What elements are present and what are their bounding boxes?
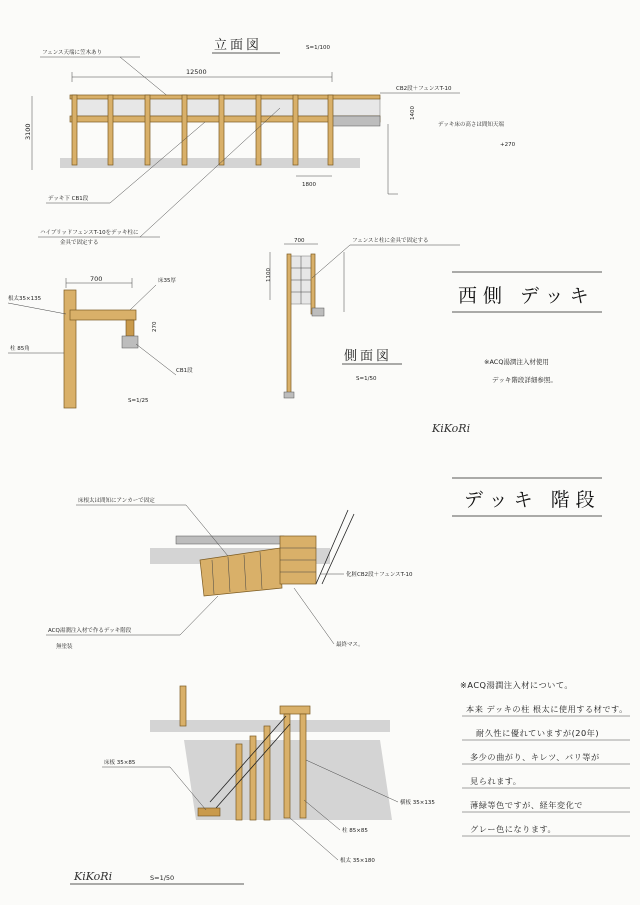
signature-2-block (70, 870, 244, 884)
elevation-cb-block (330, 116, 380, 126)
elevation-dim-deck-height: +270 (500, 142, 516, 148)
side-cb-block (312, 308, 324, 316)
elevation-label-deck-height: デッキ床の高さは間知天端 (438, 122, 504, 128)
acq-note-line-5: 見られます。 (470, 776, 522, 786)
acq-note-line-1: ※ACQ湯潤注入材について。 (460, 680, 574, 690)
west-deck-note-1: ※ACQ湯潤注入材使用 (484, 358, 549, 366)
detail-label-cb1: CB1段 (176, 368, 193, 374)
elevation-dim-width: 12500 (186, 68, 207, 76)
detail-joist (70, 310, 136, 320)
side-title: 側面図 (344, 349, 393, 364)
section-detail (8, 275, 193, 408)
detail-scale: S=1/25 (128, 398, 149, 404)
stairs-label-acq-stair: ACQ湯潤注入材で作るデッキ階段 (48, 628, 132, 634)
lower-label-joist: 根太 35×180 (340, 858, 375, 864)
acq-note-line-7: グレー色になります。 (470, 824, 557, 834)
stairs-label-cb-fence: 化粧CB2段＋フェンスT-10 (346, 572, 413, 578)
lower-label-tread: 床板 35×85 (104, 760, 136, 766)
elevation-label-cb-below: デッキ下 CB1段 (48, 196, 89, 202)
detail-cb-block (122, 336, 138, 348)
elevation-ground (60, 158, 360, 168)
side-post-right (311, 254, 315, 314)
elevation-dim-span: 1800 (302, 182, 316, 188)
stairs-cb-wall (176, 536, 284, 544)
elevation-top-rail (70, 95, 380, 99)
side-label-fixing: フェンスと柱に金具で固定する (352, 238, 429, 244)
side-post-left (287, 254, 291, 394)
detail-label-post: 柱 85角 (10, 346, 30, 352)
stairs-title: デッキ 階段 (464, 489, 601, 511)
elevation-dim-cb-fence: 1400 (410, 106, 416, 120)
detail-support (126, 320, 134, 336)
elevation-label-hybrid-fence-2: 金具で固定する (60, 240, 99, 246)
elevation-view (24, 38, 516, 246)
detail-label-joist: 根太35×135 (8, 296, 42, 302)
signature-2: KiKoRi (74, 870, 113, 883)
west-deck-note-2: デッキ階段詳細参照。 (492, 376, 557, 384)
stairs-label-unpainted: 無塗装 (56, 644, 73, 650)
side-scale: S=1/50 (356, 376, 377, 382)
detail-dim-700: 700 (90, 275, 103, 283)
lower-deck-top (280, 706, 310, 714)
stairs-label-end: 最終マス。 (336, 642, 364, 648)
lower-bottom-tread (198, 808, 220, 816)
elevation-label-fence-top: フェンス天端に笠木あり (42, 50, 103, 56)
elevation-title: 立面図 (214, 38, 263, 53)
acq-note-line-2: 本来 デッキの柱 根太に使用する材です。 (466, 704, 628, 714)
side-dim-700: 700 (294, 238, 305, 244)
side-view (266, 236, 460, 398)
lower-label-post: 柱 85×85 (342, 828, 368, 834)
detail-label-floor: 床35厚 (158, 278, 176, 284)
signature-2-scale: S=1/50 (150, 874, 175, 882)
west-deck-title-block (431, 272, 602, 435)
elevation-label-hybrid-fence: ハイブリッドフェンスT-10をデッキ柱に (40, 230, 139, 236)
acq-note-line-3: 耐久性に優れていますが(20年) (476, 728, 600, 738)
lower-stair-detail (102, 686, 435, 864)
detail-post (64, 290, 76, 408)
elevation-glass-panels (72, 98, 380, 116)
acq-note-line-6: 薄緑等色ですが、経年変化で (470, 800, 583, 810)
acq-note (460, 680, 630, 836)
stairs-perspective (46, 496, 413, 650)
lower-label-stringer: 横板 35×135 (400, 800, 435, 806)
elevation-label-cb-fence: CB2段＋フェンスT-10 (396, 86, 452, 92)
stairs-title-block (452, 478, 602, 516)
side-dim-1100: 1100 (266, 268, 272, 282)
detail-dim-270: 270 (152, 321, 158, 332)
lower-post-2 (300, 714, 306, 818)
west-deck-title: 西側 デッキ (458, 285, 595, 307)
acq-note-line-4: 多少の曲がり、キレツ、バリ等が (470, 752, 600, 762)
signature-1: KiKoRi (432, 422, 471, 435)
stairs-label-anchor: 床根太は間知にアンカーで固定 (78, 498, 155, 504)
elevation-dim-height: 3100 (24, 123, 32, 140)
elevation-scale: S=1/100 (306, 45, 330, 51)
